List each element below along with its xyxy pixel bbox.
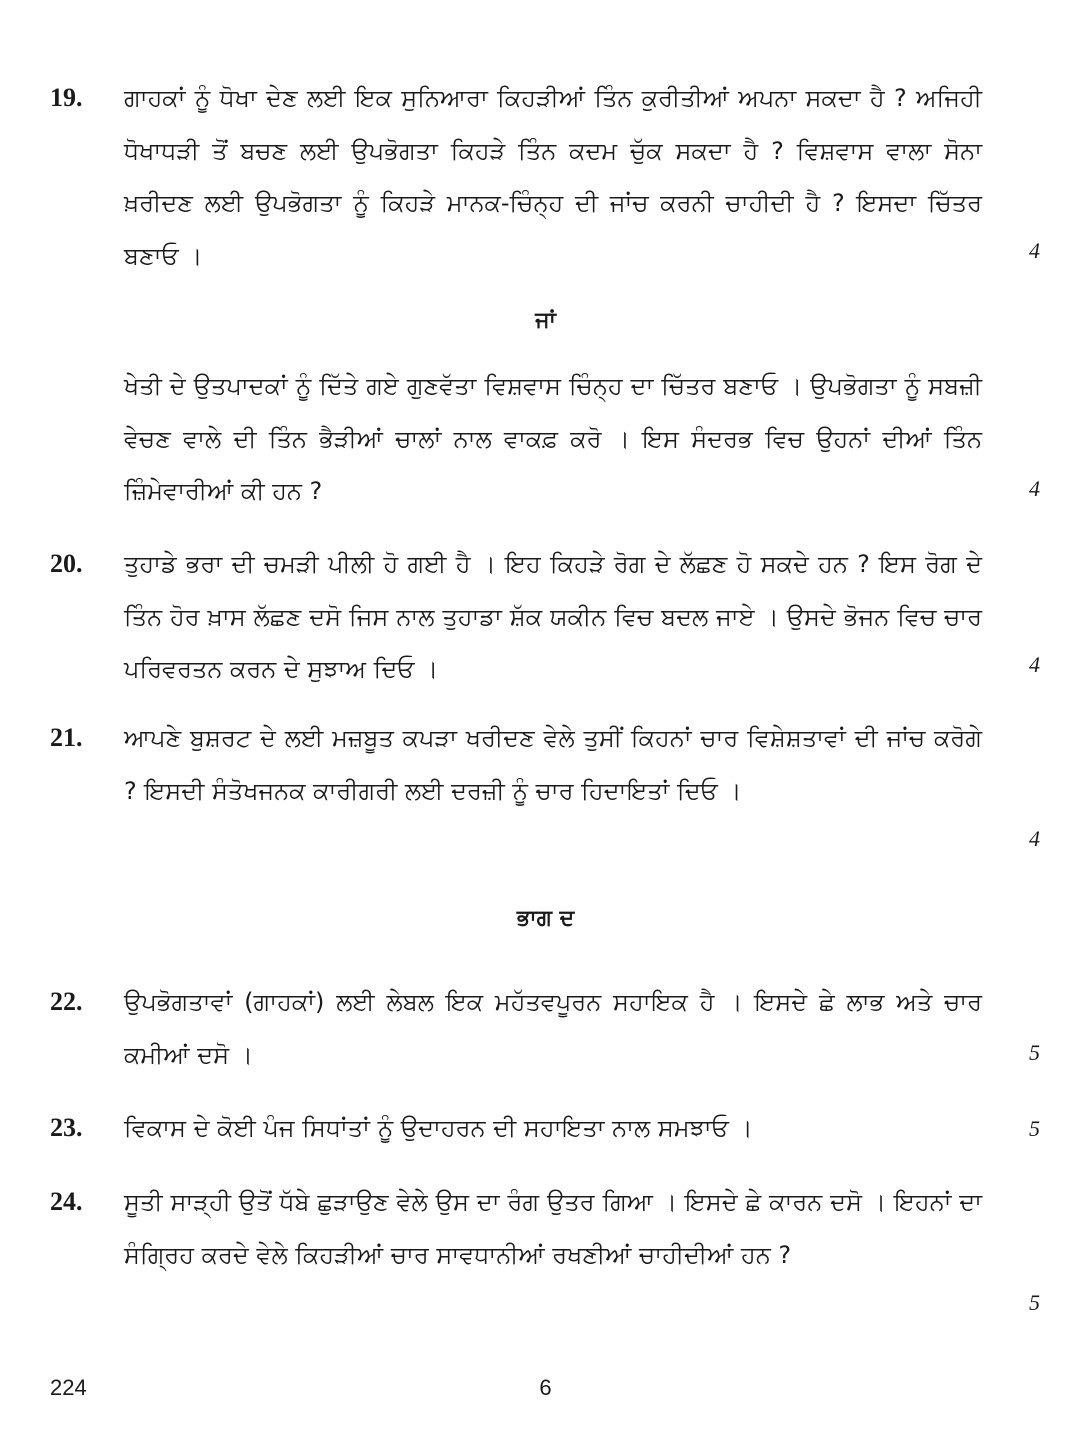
question-19 [50, 72, 1040, 282]
question-24 [50, 1176, 1040, 1336]
marks: 5 [1029, 1116, 1040, 1141]
question-20 [50, 538, 1040, 698]
question-number: 19. [50, 83, 83, 112]
question-text: ਉਪਭੋਗਤਾਵਾਂ (ਗਾਹਕਾਂ) ਲਈ ਲੇਬਲ ਇਕ ਮਹੱਤਵਪੂਰਨ ਸਹਾਇਕ ਹੈ । ਇਸਦੇ ਛੇ ਲਾਭ ਅਤੇ ਚਾਰ ਕਮੀਆਂ ਦਸੋ । [124, 988, 982, 1069]
question-number: 22. [50, 987, 83, 1016]
section-heading: ਭਾਗ ਦ [516, 906, 575, 931]
page-number: 6 [539, 1375, 552, 1400]
question-21 [50, 712, 1040, 872]
question-text: ਸੂਤੀ ਸਾੜ੍ਹੀ ਉਤੋਂ ਧੱਬੇ ਛੁੜਾਉਣ ਵੇਲੇ ਉਸ ਦਾ ਰੰਗ ਉਤਰ ਗਿਆ । ਇਸਦੇ ਛੇ ਕਾਰਨ ਦਸੋ । ਇਹਨਾਂ ਦਾ ਸੰਗ੍ਰਿਹ ਕਰਦੇ ਵੇਲੇ ਕਿਹੜੀਆਂ ਚਾਰ ਸਾਵਧਾਨੀਆਂ ਰਖਣੀਆਂ ਚਾਹੀਦੀਆਂ ਹਨ ? [124, 1188, 982, 1269]
question-text: ਆਪਣੇ ਬੁਸ਼ਰਟ ਦੇ ਲਈ ਮਜ਼ਬੂਤ ਕਪੜਾ ਖਰੀਦਣ ਵੇਲੇ ਤੁਸੀਂ ਕਿਹਨਾਂ ਚਾਰ ਵਿਸ਼ੇਸ਼ਤਾਵਾਂ ਦੀ ਜਾਂਚ ਕਰੋਗੇ ? ਇਸਦੀ ਸੰਤੋਖਜਨਕ ਕਾਰੀਗਰੀ ਲਈ ਦਰਜ਼ੀ ਨੂੰ ਚਾਰ ਹਿਦਾਇਤਾਂ ਦਿਓ । [124, 724, 982, 805]
question-text: ਤੁਹਾਡੇ ਭਰਾ ਦੀ ਚਮੜੀ ਪੀਲੀ ਹੋ ਗਈ ਹੈ । ਇਹ ਕਿਹੜੇ ਰੋਗ ਦੇ ਲੱਛਣ ਹੋ ਸਕਦੇ ਹਨ ? ਇਸ ਰੋਗ ਦੇ ਤਿੰਨ ਹੋਰ ਖ਼ਾਸ ਲੱਛਣ ਦਸੋ ਜਿਸ ਨਾਲ ਤੁਹਾਡਾ ਸ਼ੱਕ ਯਕੀਨ ਵਿਚ ਬਦਲ ਜਾਏ । ਉਸਦੇ ਭੋਜਨ ਵਿਚ ਚਾਰ ਪਰਿਵਰਤਨ ਕਰਨ ਦੇ ਸੁਝਾਅ ਦਿਓ । [124, 550, 982, 683]
marks: 4 [1029, 826, 1040, 851]
marks: 4 [1029, 476, 1040, 501]
marks: 4 [1029, 652, 1040, 677]
question-text: ਖੇਤੀ ਦੇ ਉਤਪਾਦਕਾਂ ਨੂੰ ਦਿੱਤੇ ਗਏ ਗੁਣਵੱਤਾ ਵਿਸ਼ਵਾਸ ਚਿੰਨ੍ਹ ਦਾ ਚਿੱਤਰ ਬਣਾਓ । ਉਪਭੋਗਤਾ ਨੂੰ ਸਬਜ਼ੀ ਵੇਚਣ ਵਾਲੇ ਦੀ ਤਿੰਨ ਭੈੜੀਆਂ ਚਾਲਾਂ ਨਾਲ ਵਾਕਫ਼ ਕਰੋ । ਇਸ ਸੰਦਰਭ ਵਿਚ ਉਹਨਾਂ ਦੀਆਂ ਤਿੰਨ ਜ਼ਿੰਮੇਵਾਰੀਆਂ ਕੀ ਹਨ ? [124, 372, 982, 505]
question-number: 24. [50, 1187, 83, 1216]
question-text: ਗਾਹਕਾਂ ਨੂੰ ਧੋਖਾ ਦੇਣ ਲਈ ਇਕ ਸੁਨਿਆਰਾ ਕਿਹੜੀਆਂ ਤਿੰਨ ਕੁਰੀਤੀਆਂ ਅਪਨਾ ਸਕਦਾ ਹੈ ? ਅਜਿਹੀ ਧੋਖਾਧੜੀ ਤੋਂ ਬਚਣ ਲਈ ਉਪਭੋਗਤਾ ਕਿਹੜੇ ਤਿੰਨ ਕਦਮ ਚੁੱਕ ਸਕਦਾ ਹੈ ? ਵਿਸ਼ਵਾਸ ਵਾਲਾ ਸੋਨਾ ਖ਼ਰੀਦਣ ਲਈ ਉਪਭੋਗਤਾ ਨੂੰ ਕਿਹੜੇ ਮਾਨਕ-ਚਿੰਨ੍ਹ ਦੀ ਜਾਂਚ ਕਰਨੀ ਚਾਹੀਦੀ ਹੈ ? ਇਸਦਾ ਚਿੱਤਰ ਬਣਾਓ । [124, 84, 982, 270]
question-22 [50, 976, 1040, 1086]
question-23 [50, 1102, 1040, 1158]
question-number: 21. [50, 723, 83, 752]
paper-code: 224 [50, 1375, 87, 1400]
question-number: 23. [50, 1113, 83, 1142]
marks: 5 [1029, 1040, 1040, 1065]
marks: 4 [1029, 238, 1040, 263]
question-19-alternative [50, 360, 1040, 520]
marks: 5 [1029, 1290, 1040, 1315]
question-text: ਵਿਕਾਸ ਦੇ ਕੋਈ ਪੰਜ ਸਿਧਾਂਤਾਂ ਨੂੰ ਉਦਾਹਰਨ ਦੀ ਸਹਾਇਤਾ ਨਾਲ ਸਮਝਾਓ । [124, 1114, 753, 1142]
question-number: 20. [50, 549, 83, 578]
or-heading: ਜਾਂ [535, 308, 556, 333]
